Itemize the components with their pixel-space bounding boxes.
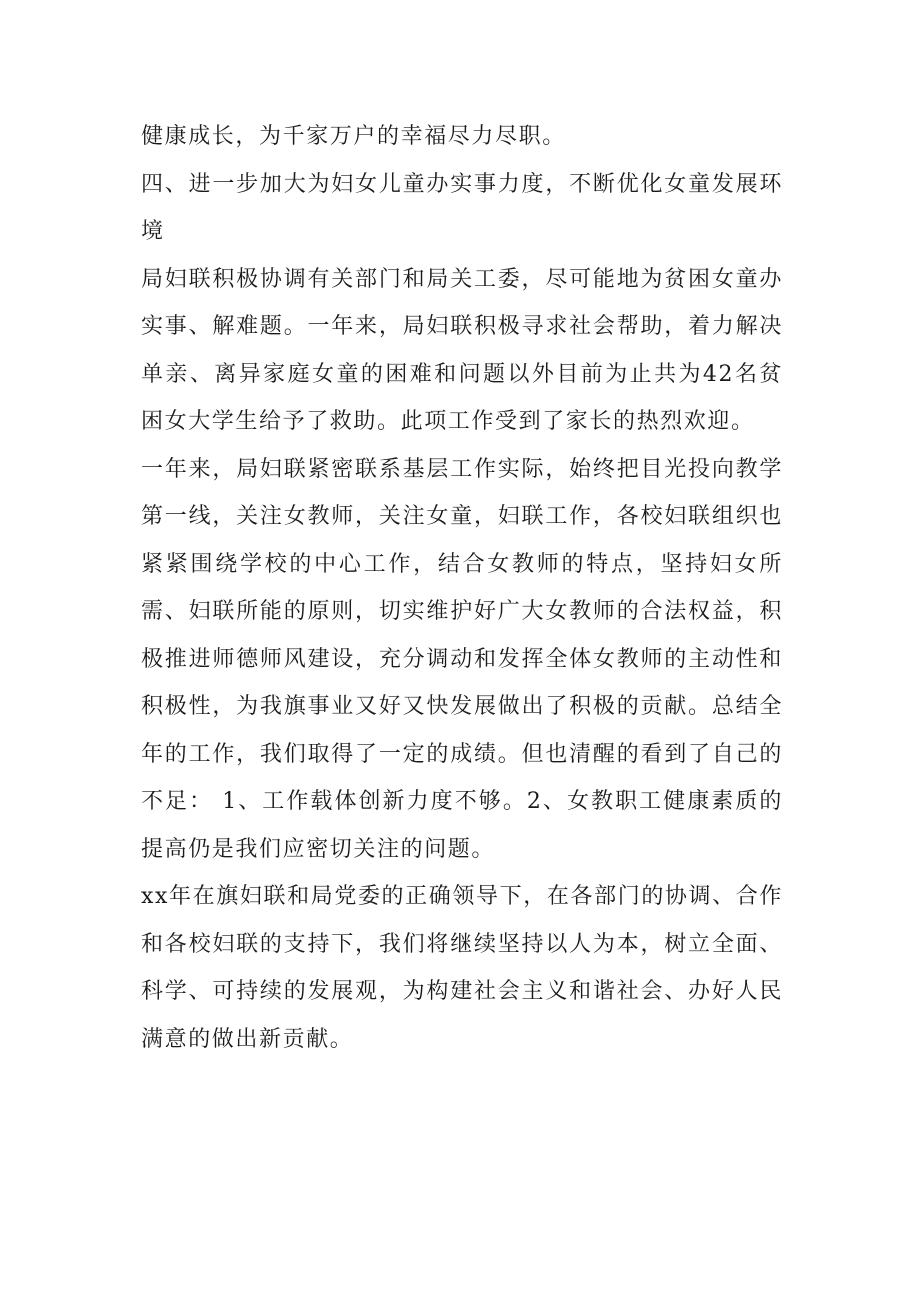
paragraph-closing-line: 健康成长，为千家万户的幸福尽力尽职。 bbox=[141, 124, 566, 149]
paragraph-summary: 一年来，局妇联紧密联系基层工作实际，始终把目光投向教学第一线，关注女教师，关注女童，妇联工作，各校妇联组织也紧紧围绕学校的中心工作，结合女教师的特点，坚持妇女所需、妇联所能的原则，切实维护好广大女教师的合法权益，积极推进师德师风建设，充分调动和发挥全体女教师的主动性和积极性，为我旗事业又好又快发展做出了积极的贡献。总结全年的工作，我们取得了一定的成绩。但也清醒的看到了自己的不足： 1、工作载体创新力度不够。2、女教职工健康素质的提高仍是我们应密切关注的问题。 bbox=[141, 456, 783, 862]
document-body bbox=[141, 113, 783, 1063]
section-heading: 四、进一步加大为妇女儿童办实事力度，不断优化女童发展环境 bbox=[141, 171, 783, 244]
paragraph-assistance: 局妇联积极协调有关部门和局关工委，尽可能地为贫困女童办实事、解难题。一年来，局妇联积极寻求社会帮助，着力解决单亲、离异家庭女童的困难和问题以外目前为止共为42名贫困女大学生给予了救助。此项工作受到了家长的热烈欢迎。 bbox=[141, 266, 783, 434]
paragraph-outlook: xx年在旗妇联和局党委的正确领导下，在各部门的协调、合作和各校妇联的支持下，我们将继续坚持以人为本，树立全面、科学、可持续的发展观，为构建社会主义和谐社会、办好人民满意的做出新贡献。 bbox=[141, 884, 783, 1052]
